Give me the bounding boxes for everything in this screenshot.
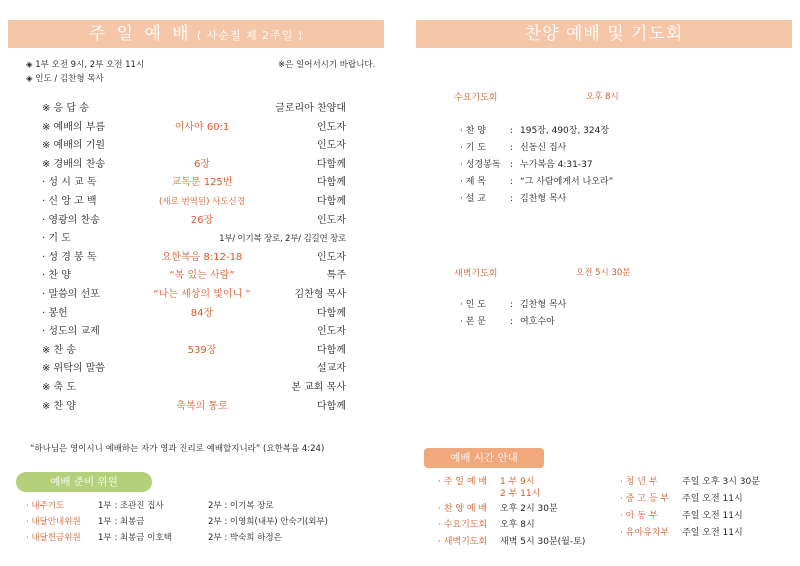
detail-label: · 찬 양 [460, 126, 486, 136]
detail-label: · 설 교 [460, 194, 486, 204]
wednesday-prayer-time: 오후 8시 [586, 92, 619, 102]
wednesday-detail [460, 156, 593, 174]
order-row [42, 398, 346, 417]
order-item-name: · 신 앙 고 백 [42, 195, 97, 207]
praise-banner-title: 찬양 예배 및 기도회 [524, 24, 684, 44]
schedule-label: · 청 년 부 [620, 477, 658, 487]
schedule-label: · 새벽기도회 [438, 537, 488, 547]
order-item-name: · 찬 양 [42, 270, 71, 282]
order-row [42, 249, 346, 268]
worship-banner [8, 20, 384, 48]
standing-note: ※은 일어서시기 바랍니다. [278, 60, 376, 70]
order-item-leader: 본 교회 목사 [291, 381, 346, 393]
detail-label: · 인 도 [460, 300, 486, 310]
dawn-prayer-title: 새벽기도회 [454, 269, 498, 279]
order-item-leader: 인도자 [317, 251, 346, 263]
order-item-content: 84장 [190, 307, 214, 319]
wednesday-detail [460, 139, 566, 157]
order-item-name: ※ 예배의 기원 [42, 140, 106, 152]
order-item-content: “나는 세상의 빛이니 ” [153, 288, 251, 300]
committee-role: · 내달안내위원 [26, 517, 81, 527]
order-item-leader: 인도자 [317, 214, 346, 226]
praise-banner [416, 20, 792, 48]
order-item-name: ※ 예배의 부름 [42, 121, 106, 133]
service-times: ◈ 1부 오전 9시, 2부 오전 11시 [26, 60, 145, 70]
order-row [42, 230, 346, 249]
order-item-name: ※ 찬 송 [42, 344, 77, 356]
detail-label: · 기 도 [460, 143, 486, 153]
order-item-name: ※ 찬 양 [42, 400, 77, 412]
order-row [42, 360, 346, 379]
order-row [42, 100, 346, 119]
order-item-content: (새로 번역된) 사도신경 [159, 196, 245, 207]
order-item-name: ※ 경배의 찬송 [42, 158, 106, 170]
detail-separator: : [510, 126, 514, 136]
order-item-name: · 성 경 봉 독 [42, 251, 97, 263]
detail-label: · 본 문 [460, 317, 486, 327]
order-row [42, 305, 346, 324]
worship-banner-subtitle: ( 사순절 제 2주일 ) [196, 29, 304, 42]
committee-row [26, 499, 406, 514]
order-item-name: · 성도의 교제 [42, 326, 100, 338]
detail-value: 195장, 490장, 324장 [520, 126, 610, 136]
order-item-leader: 1부/ 이기복 장로, 2부/ 김길연 장로 [219, 234, 346, 245]
schedule-value: 주일 오후 3시 30분 [682, 477, 760, 487]
order-item-content: 26장 [190, 214, 214, 226]
order-item-leader: 인도자 [317, 140, 346, 152]
schedule-value: 주일 오전 11시 [682, 511, 743, 521]
order-row [42, 119, 346, 138]
schedule-title: 예배 시간 안내 [424, 448, 544, 468]
order-item-name: · 성 시 교 독 [42, 177, 97, 189]
schedule-label: · 아 동 부 [620, 511, 658, 521]
committee-row [26, 515, 406, 530]
schedule-value-second: 2 부 11시 [500, 489, 541, 499]
detail-value: 김찬형 목사 [520, 300, 567, 310]
wednesday-detail [460, 190, 566, 208]
detail-value: 누가복음 4:31-37 [520, 160, 593, 170]
order-row [42, 212, 346, 231]
detail-separator: : [510, 177, 514, 187]
committee-second-service: 2부 : 이기복 장로 [208, 501, 274, 511]
schedule-label: · 수요기도회 [438, 520, 488, 530]
schedule-label: · 찬 양 예 배 [438, 504, 488, 514]
schedule-item [620, 527, 790, 539]
order-item-leader: 다함께 [317, 177, 346, 189]
detail-value: 김찬형 목사 [520, 194, 567, 204]
schedule-label: · 중 고 등 부 [620, 494, 670, 504]
dawn-detail [460, 313, 555, 331]
detail-value: 여호수아 [520, 317, 555, 327]
order-item-leader: 설교자 [317, 363, 346, 375]
schedule-item [438, 503, 608, 515]
detail-separator: : [510, 143, 514, 153]
wednesday-prayer-title: 수요기도회 [454, 93, 498, 103]
committee-role: · 내달헌금위원 [26, 533, 81, 543]
order-row [42, 342, 346, 361]
schedule-label: · 주 일 예 배 [438, 477, 488, 487]
order-item-name: · 말씀의 선포 [42, 288, 100, 300]
committee-title: 예배 준비 위원 [16, 472, 152, 492]
schedule-item [620, 493, 790, 505]
schedule-item [438, 519, 608, 531]
schedule-label: · 유아유치부 [620, 528, 670, 538]
order-item-content: 요한복음 8:12-18 [161, 251, 243, 263]
order-item-leader: 김찬형 목사 [294, 288, 346, 300]
committee-second-service: 2부 : 박숙희 하정은 [208, 533, 282, 543]
schedule-item [620, 510, 790, 522]
order-item-name: ※ 응 답 송 [42, 103, 89, 114]
order-item-name: ※ 위탁의 말씀 [42, 363, 106, 375]
detail-separator: : [510, 317, 514, 327]
schedule-value: 오후 8시 [500, 520, 535, 530]
dawn-detail [460, 296, 566, 314]
order-item-content: “복 있는 사람” [169, 270, 235, 282]
order-item-leader: 다함께 [317, 400, 346, 412]
order-item-leader: 인도자 [317, 121, 346, 133]
order-item-name: · 영광의 찬송 [42, 214, 100, 226]
detail-value: 신동신 집사 [520, 143, 567, 153]
worship-banner-title: 주 일 예 배 [88, 24, 192, 44]
order-item-name: · 봉헌 [42, 307, 68, 319]
order-item-name: ※ 축 도 [42, 381, 77, 393]
detail-label: · 성경봉독 [460, 160, 501, 170]
order-item-content: 6장 [193, 158, 211, 170]
schedule-value: 오후 2시 30분 [500, 504, 558, 514]
schedule-item [438, 536, 608, 548]
order-row [42, 323, 346, 342]
committee-first-service: 1부 : 최봉금 이호택 [98, 533, 172, 543]
order-item-leader: 다함께 [317, 195, 346, 207]
detail-label: · 제 목 [460, 177, 486, 187]
order-row [42, 156, 346, 175]
schedule-value: 1 부 9시 [500, 477, 535, 487]
committee-row [26, 531, 406, 546]
detail-separator: : [510, 300, 514, 310]
wednesday-detail [460, 173, 613, 191]
order-row [42, 193, 346, 212]
order-row [42, 379, 346, 398]
order-item-leader: 다함께 [317, 344, 346, 356]
schedule-item [620, 476, 790, 488]
order-row [42, 267, 346, 286]
committee-first-service: 1부 : 최봉금 [98, 517, 145, 527]
committee-role: · 내주기도 [26, 501, 65, 511]
order-item-content: 539장 [187, 344, 217, 356]
detail-separator: : [510, 160, 514, 170]
schedule-item [438, 476, 608, 502]
order-item-leader: 다함께 [317, 158, 346, 170]
dawn-prayer-time: 오전 5시 30분 [576, 268, 631, 278]
order-row [42, 286, 346, 305]
order-item-content: 축복의 통로 [176, 400, 228, 412]
order-item-leader: 특주 [326, 270, 346, 282]
order-item-name: · 기 도 [42, 233, 71, 245]
wednesday-detail [460, 122, 609, 140]
scripture-verse: “하나님은 영이시니 예배하는 자가 영과 진리로 예배할지니라” (요한복음 4:24) [30, 444, 325, 454]
order-row [42, 137, 346, 156]
leader-line: ◈ 인도 / 김찬형 목사 [26, 74, 104, 84]
detail-separator: : [510, 194, 514, 204]
order-row [42, 174, 346, 193]
committee-second-service: 2부 : 이영희(내부) 안숙기(외부) [208, 517, 328, 527]
order-item-leader: 글로리아 찬양대 [275, 103, 346, 114]
detail-value: “그 사람에게서 나오라” [520, 177, 614, 187]
order-item-content: 교독문 125번 [171, 177, 233, 189]
schedule-value: 새벽 5시 30분(월-토) [500, 537, 586, 547]
order-item-content: 이사야 60:1 [174, 121, 230, 133]
committee-first-service: 1부 : 조관진 집사 [98, 501, 164, 511]
order-of-service [42, 100, 346, 416]
order-item-leader: 다함께 [317, 307, 346, 319]
schedule-value: 주일 오전 11시 [682, 528, 743, 538]
schedule-value: 주일 오전 11시 [682, 494, 743, 504]
order-item-leader: 인도자 [317, 326, 346, 338]
